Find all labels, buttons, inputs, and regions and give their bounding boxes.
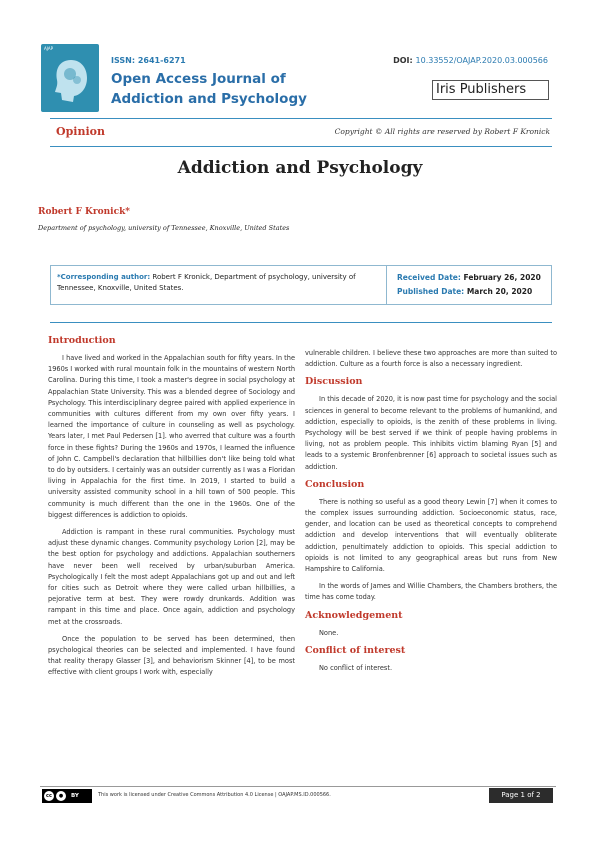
head-silhouette-icon (53, 58, 89, 104)
attribution-icon: ● (56, 791, 66, 801)
left-column (48, 335, 295, 685)
doi (393, 56, 548, 65)
published-date-label: Published Date: (397, 287, 465, 296)
introduction-heading: Introduction (48, 335, 116, 346)
paragraph: In the words of James and Willie Chambers, the Chambers brothers, the time has come today. (305, 582, 557, 602)
title-rule (50, 146, 552, 147)
journal-title[interactable] (111, 69, 311, 109)
conclusion-heading: Conclusion (305, 478, 365, 490)
published-date (397, 285, 543, 299)
conflict-of-interest-text: No conflict of interest. (319, 663, 393, 672)
article-info-box (50, 265, 552, 305)
paragraph: I have lived and worked in the Appalachian south for fifty years. In the 1960s I worked with rural mountain folk in the mountains of western North Carolina. During this time, I took a master's degree in social psychology at Appalachian State University. This was a blended degree of Sociology and Psychology. This interdisciplinary degree paired with applied experience in communities with cultures different from my own over fifty years. I learned the importance of culture in counseling as well as psychology. Years later, I met Paul Pedersen [1]. who averred that culture was a fourth force in these fights? During the 1960s and 1970s, I learned the influence of John C. Campbell's declaration that hillbillies don't like being told what to do by outsiders. I certainly was an outsider currently as I was a Floridan living in Appalachia for the first time. In 2019, I started to build a university assisted community school in a hill town of 500 people. This community is much different than the one in the 1960s. One of the biggest differences is addiction to opioids. (48, 354, 296, 519)
paragraph: There is nothing so useful as a good theory Lewin [7] when it comes to the complex issues surrounding addiction. Socioeconomic status, race, gender, and location can be used as theoretical concepts to comprehend addiction and develop interventions that will eventually obliterate addiction, penultimately addiction to opioids. This special addiction to opioids is not limited to any geographical areas but runs from New Hampshire to California. (305, 497, 557, 574)
conflict-of-interest-heading: Conflict of interest (305, 644, 406, 656)
published-date-value: March 20, 2020 (466, 287, 533, 296)
body-rule (50, 322, 552, 323)
page-title: Addiction and Psychology (177, 158, 423, 178)
discussion-heading: Discussion (305, 376, 363, 388)
doi-label: DOI: (393, 56, 413, 65)
article-dates (387, 266, 551, 304)
header-rule (50, 118, 552, 119)
corresponding-author-label: *Corresponding author: (57, 273, 151, 281)
article-type: Opinion (56, 125, 105, 138)
cc-badge-text: BY (71, 793, 79, 799)
corresponding-author (51, 266, 387, 304)
acknowledgement-text: None. (319, 628, 339, 637)
journal-title-line2: Addiction and Psychology (111, 91, 307, 107)
paragraph: Addiction is rampant in these rural communities. Psychology must adjust these dynamic changes. Community psychology Lorion [2], may be the best option for psychology and addictions. Appalachian southerners have never been well received by urban/suburban America. Psychologically I felt the most adept Appalachians got up and out and left for cities such as Detroit where they were called urban hillbillies, a pejorative term at best. They were rowdy drunkards. Addition was rampant in this time and place. Once again, addiction and psychology met at the crossroads. (48, 528, 295, 626)
cc-license-badge[interactable] (42, 789, 92, 803)
received-date (397, 271, 543, 285)
paragraph: vulnerable children. I believe these two approaches are more than suited to addiction. Culture as a fourth force is also a necessary ingredient. (305, 349, 557, 369)
author-affiliation: Department of psychology, university of Tennessee, Knoxville, United States (38, 224, 290, 232)
page-number: Page 1 of 2 (489, 788, 553, 803)
logo-label: AJAP (44, 46, 53, 51)
journal-title-line1: Open Access Journal of (111, 71, 286, 87)
publisher-logo: Iris Publishers (432, 80, 549, 100)
issn: ISSN: 2641-6271 (111, 56, 186, 65)
paragraph: In this decade of 2020, it is now past time for psychology and the social sciences in general to become relevant to the problems of humankind, and addiction, especially to opioids, is the zenith of these problems in living. Psychology will be best served if we think of people having problems in living, not as problem people. This inhibits victim blaming Ryan [5] and leads to a systemic Bronfenbrenner [6] approach to societal issues such as addiction. (305, 395, 557, 471)
right-column (305, 348, 557, 680)
copyright: Copyright © All rights are reserved by Robert F Kronick (334, 127, 550, 136)
received-date-label: Received Date: (397, 273, 461, 282)
journal-logo (41, 44, 99, 112)
received-date-value: February 26, 2020 (463, 273, 541, 282)
footer-rule (40, 786, 556, 787)
license-text: This work is licensed under Creative Commons Attribution 4.0 License | OAJAP.MS.ID.000566. (98, 792, 331, 798)
corresponding-author-text: Robert F Kronick, Department of psychology, university of Tennessee, Knoxville, United States. (57, 273, 356, 292)
paragraph: Once the population to be served has been determined, then psychological theories can be selected and implemented. I have found that reality therapy Glasser [3], and behaviorism Skinner [4], to be most effective with client groups I work with, especially (48, 634, 295, 677)
doi-link[interactable]: 10.33552/OAJAP.2020.03.000566 (415, 56, 548, 65)
acknowledgement-heading: Acknowledgement (305, 609, 403, 621)
cc-icon: cc (44, 791, 54, 801)
author-name: Robert F Kronick* (38, 207, 131, 217)
